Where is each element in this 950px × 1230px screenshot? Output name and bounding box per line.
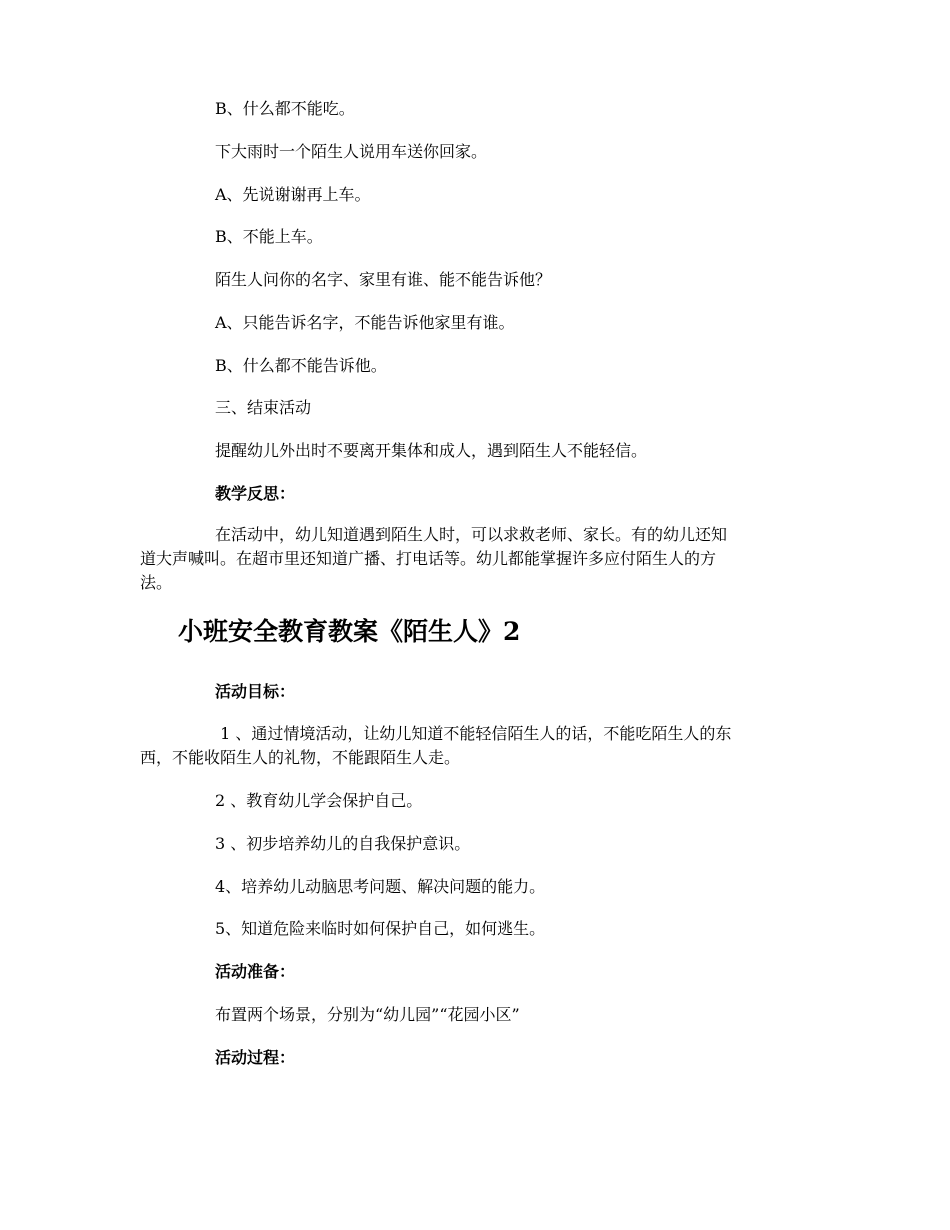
reflection-paragraph: [140, 523, 812, 595]
reflection-line-2: 道大声喊叫。在超市里还知道广播、打电话等。幼儿都能掌握许多应付陌生人的方: [140, 549, 717, 568]
goal-4: 4、培养幼儿动脑思考问题、解决问题的能力。: [215, 877, 546, 896]
q3-option-b: B、什么都不能告诉他。: [215, 356, 387, 375]
step-3-title: 三、结束活动: [215, 398, 312, 417]
prep-title: 活动准备：: [215, 962, 296, 981]
process-title: 活动过程：: [215, 1048, 296, 1067]
reflection-line-1: 在活动中，幼儿知道遇到陌生人时，可以求救老师、家长。有的幼儿还知: [215, 525, 728, 544]
goal-2: 2 、教育幼儿学会保护自己。: [215, 791, 423, 810]
goal-1-line-1: 1 、通过情境活动，让幼儿知道不能轻信陌生人的话，不能吃陌生人的东: [215, 724, 732, 743]
q1-option-b: B、什么都不能吃。: [215, 99, 355, 118]
step-3-text: 提醒幼儿外出时不要离开集体和成人，遇到陌生人不能轻信。: [215, 441, 648, 460]
prep-text: 布置两个场景，分别为“幼儿园”“花园小区”: [215, 1005, 520, 1024]
question-2: 下大雨时一个陌生人说用车送你回家。: [215, 142, 488, 161]
goal-1-paragraph: [140, 722, 812, 770]
question-3: 陌生人问你的名字、家里有谁、能不能告诉他？: [215, 270, 552, 289]
goal-1-line-2: 西，不能收陌生人的礼物，不能跟陌生人走。: [140, 748, 461, 767]
q2-option-a: A、先说谢谢再上车。: [215, 185, 371, 204]
section-2-heading: 小班安全教育教案《陌生人》2: [178, 617, 521, 646]
goal-3: 3 、初步培养幼儿的自我保护意识。: [215, 834, 471, 853]
q2-option-b: B、不能上车。: [215, 227, 323, 246]
goals-title: 活动目标：: [215, 682, 296, 701]
reflection-title: 教学反思：: [215, 484, 296, 503]
q3-option-a: A、只能告诉名字，不能告诉他家里有谁。: [215, 313, 515, 332]
goal-5: 5、知道危险来临时如何保护自己，如何逃生。: [215, 919, 546, 938]
reflection-line-3: 法。: [140, 573, 173, 592]
